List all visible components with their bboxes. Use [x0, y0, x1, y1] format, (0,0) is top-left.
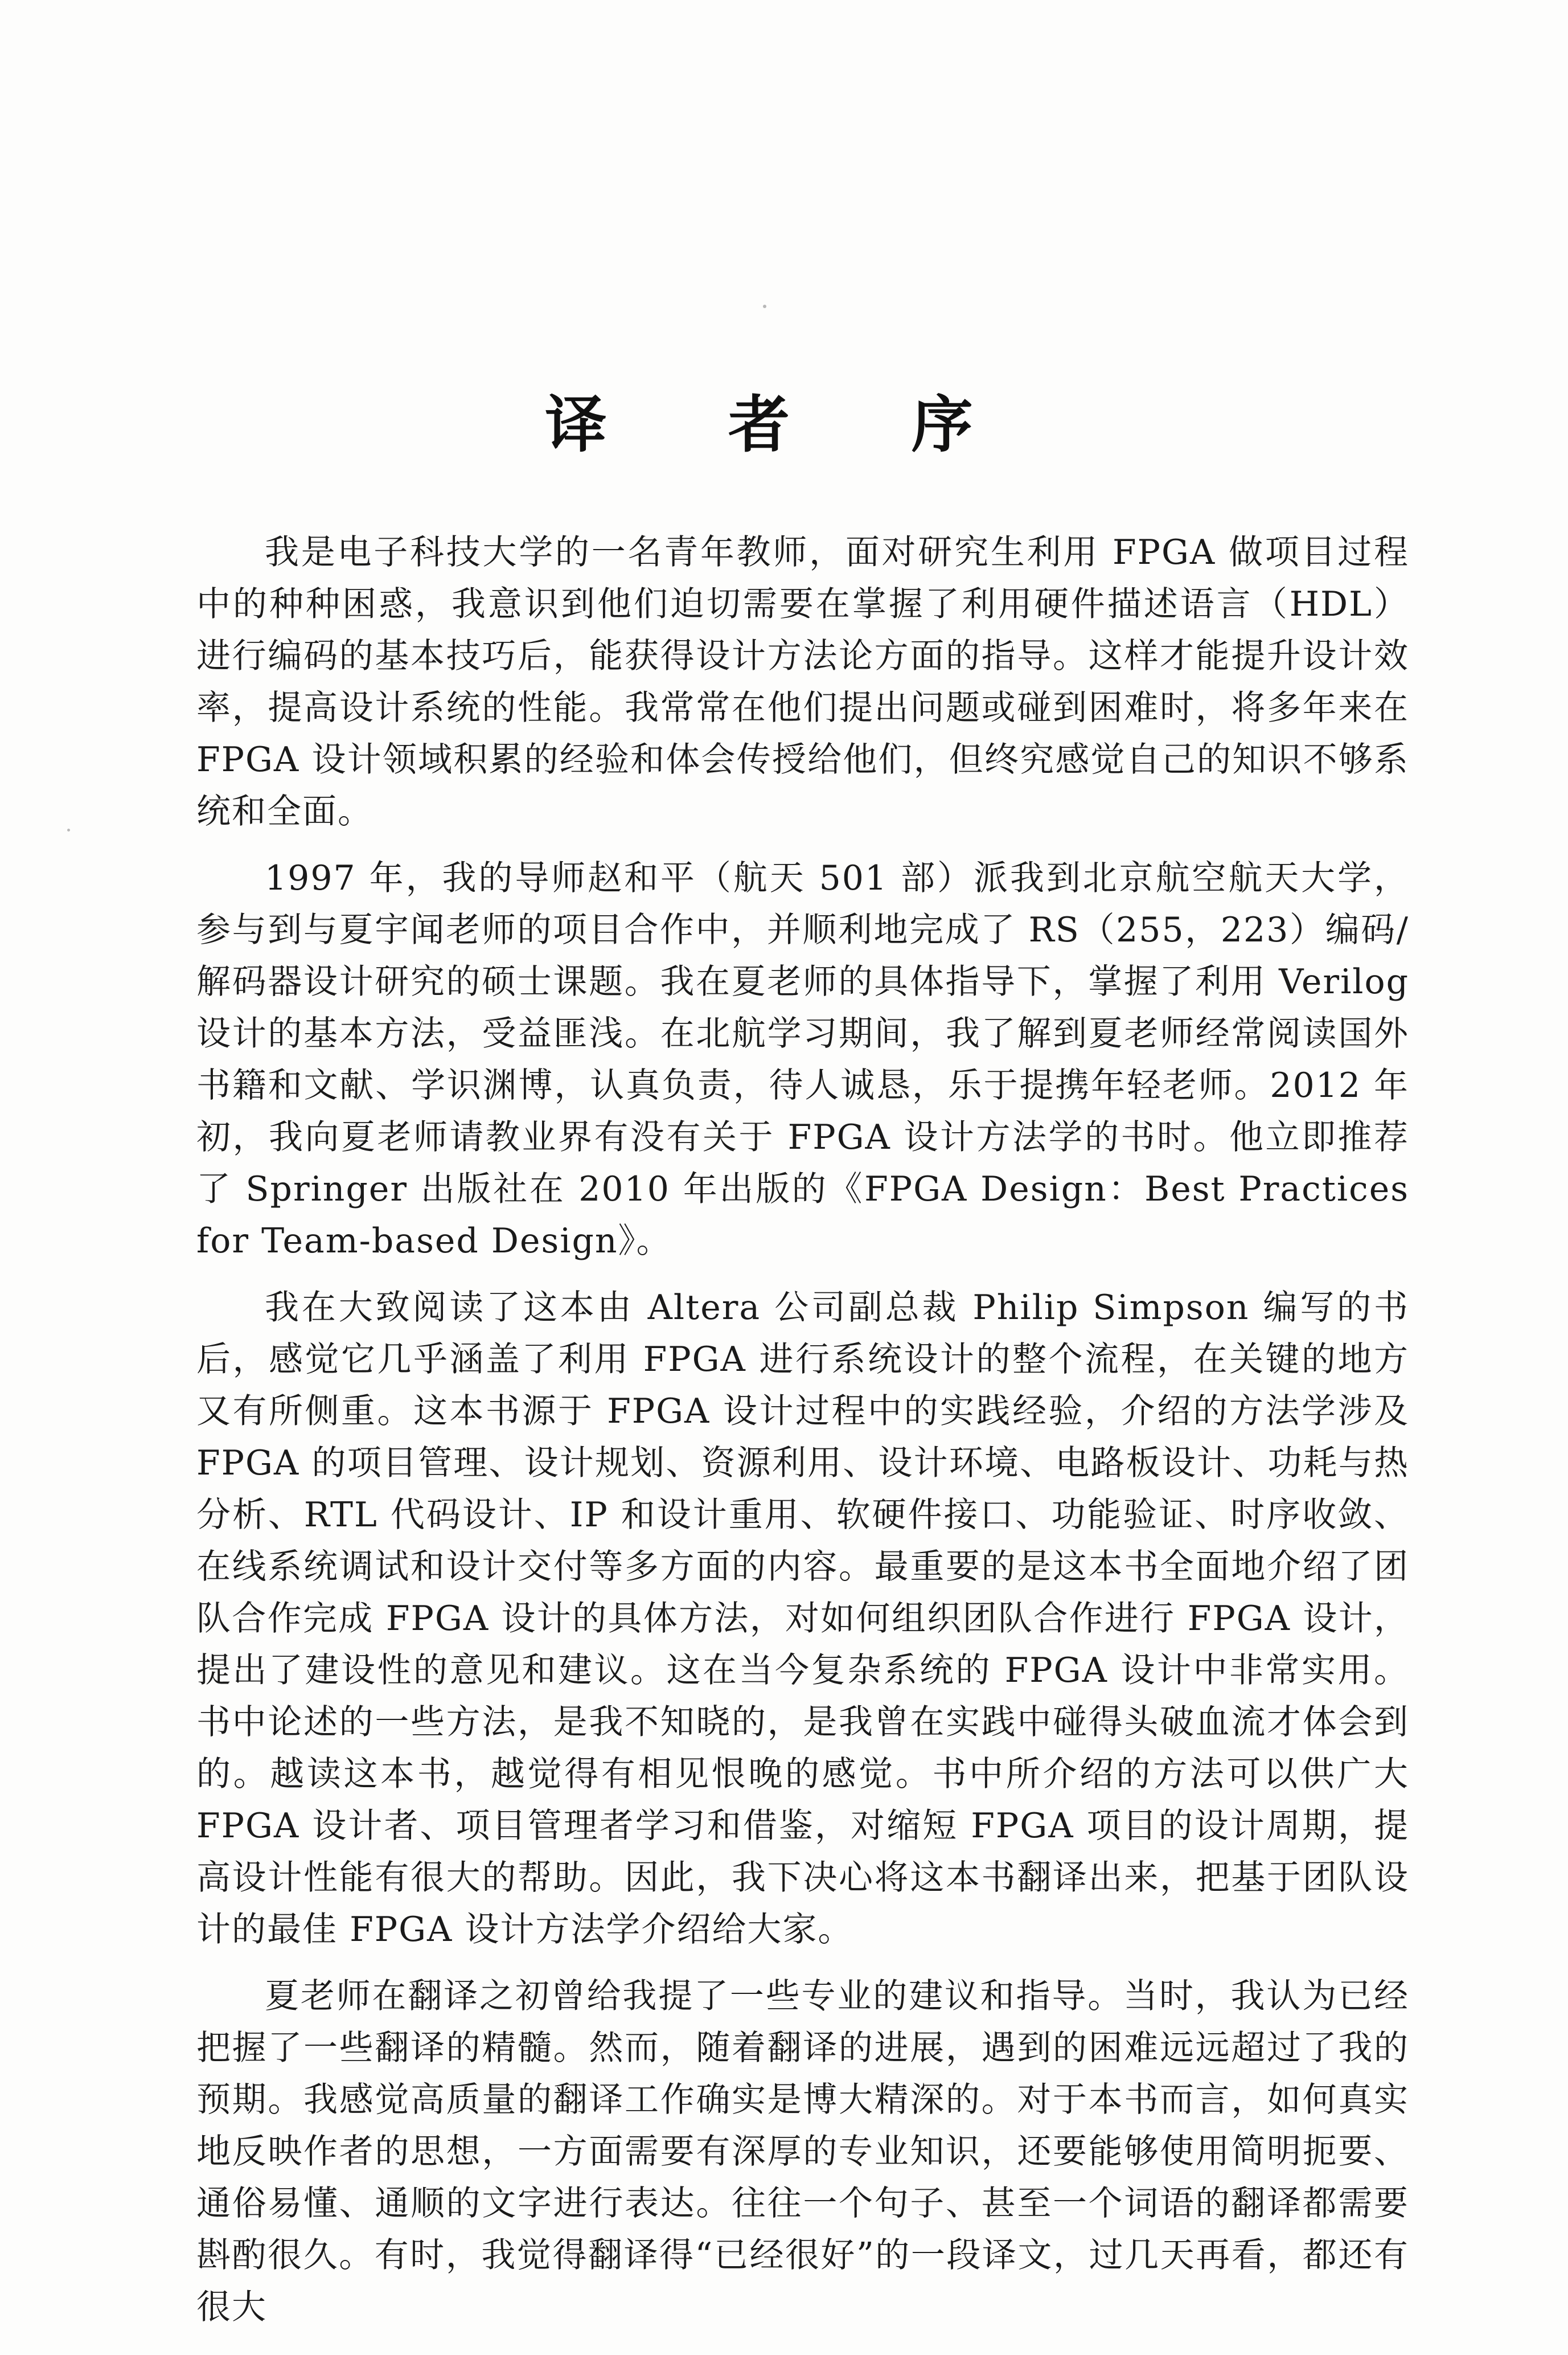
scan-speck	[67, 829, 70, 832]
body-text	[196, 527, 1409, 2333]
paragraph-3: 我在大致阅读了这本由 Altera 公司副总裁 Philip Simpson 编写的书后，感觉它几乎涵盖了利用 FPGA 进行系统设计的整个流程，在关键的地方又有所侧重。这本书源于 FPGA 设计过程中的实践经验，介绍的方法学涉及 FPGA 的项目管理、设计规划、资源利用、设计环境、电路板设计、功耗与热分析、RTL 代码设计、IP 和设计重用、软硬件接口、功能验证、时序收敛、在线系统调试和设计交付等多方面的内容。最重要的是这本书全面地介绍了团队合作完成 FPGA 设计的具体方法，对如何组织团队合作进行 FPGA 设计，提出了建设性的意见和建议。这在当今复杂系统的 FPGA 设计中非常实用。书中论述的一些方法，是我不知晓的，是我曾在实践中碰得头破血流才体会到的。越读这本书，越觉得有相见恨晚的感觉。书中所介绍的方法可以供广大 FPGA 设计者、项目管理者学习和借鉴，对缩短 FPGA 项目的设计周期，提高设计性能有很大的帮助。因此，我下决心将这本书翻译出来，把基于团队设计的最佳 FPGA 设计方法学介绍给大家。	[196, 1288, 1409, 1949]
page-title: 译 者 序	[545, 389, 1023, 461]
scan-speck	[763, 305, 766, 308]
paragraph-2: 1997 年，我的导师赵和平（航天 501 部）派我到北京航空航天大学，参与到与夏宇闻老师的项目合作中，并顺利地完成了 RS（255，223）编码/解码器设计研究的硕士课题。我在夏老师的具体指导下，掌握了利用 Verilog 设计的基本方法，受益匪浅。在北航学习期间，我了解到夏老师经常阅读国外书籍和文献、学识渊博，认真负责，待人诚恳，乐于提携年轻老师。2012 年初，我向夏老师请教业界有没有关于 FPGA 设计方法学的书时。他立即推荐了 Springer 出版社在 2010 年出版的《FPGA Design：Best Practices for Team-based Design》。	[196, 858, 1410, 1261]
paragraph-4: 夏老师在翻译之初曾给我提了一些专业的建议和指导。当时，我认为已经把握了一些翻译的精髓。然而，随着翻译的进展，遇到的困难远远超过了我的预期。我感觉高质量的翻译工作确实是博大精深的。对于本书而言，如何真实地反映作者的思想，一方面需要有深厚的专业知识，还要能够使用简明扼要、通俗易懂、通顺的文字进行表达。往往一个句子、甚至一个词语的翻译都需要斟酌很久。有时，我觉得翻译得“已经很好”的一段译文，过几天再看，都还有很大	[196, 1976, 1409, 2327]
paragraph-1: 我是电子科技大学的一名青年教师，面对研究生利用 FPGA 做项目过程中的种种困惑，我意识到他们迫切需要在掌握了利用硬件描述语言（HDL）进行编码的基本技巧后，能获得设计方法论方面的指导。这样才能提升设计效率，提高设计系统的性能。我常常在他们提出问题或碰到困难时，将多年来在 FPGA 设计领域积累的经验和体会传授给他们，但终究感觉自己的知识不够系统和全面。	[196, 533, 1409, 832]
